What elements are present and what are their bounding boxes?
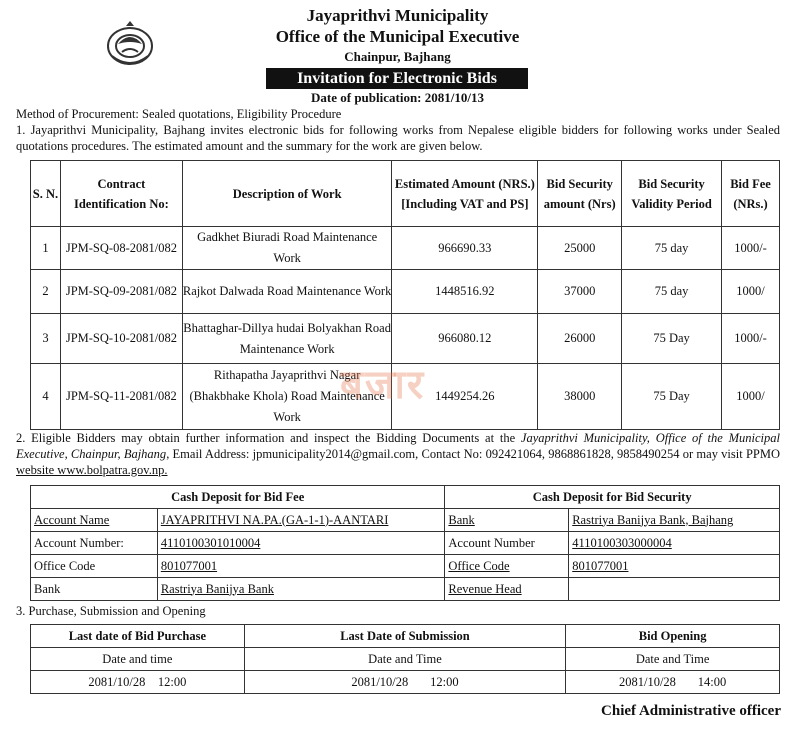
row-description: Bhattaghar-Dillya hudai Bolyakhan Road Maintenance Work [182,314,392,364]
table-row [31,227,780,270]
row-contract: JPM-SQ-08-2081/082 [60,227,182,270]
bid-opening-datetime: 2081/10/28 14:00 [566,671,780,694]
ppmo-website-link[interactable]: website www.bolpatra.gov.np. [16,463,168,477]
row-sn: 2 [31,270,61,314]
deposit-value: 801077001 [569,555,780,578]
publication-date: Date of publication: 2081/10/13 [311,90,484,105]
deposit-header [31,486,780,509]
office-name: Office of the Municipal Executive [275,27,520,46]
row-fee: 1000/ [722,270,780,314]
table-row [31,364,780,430]
submission-heading: Last Date of Submission [244,625,566,648]
bid-purchase-datetime: 2081/10/28 12:00 [31,671,245,694]
bid-security-deposit-title: Cash Deposit for Bid Security [445,486,780,509]
col-contract: Contract Identification No: [60,161,182,227]
deposit-label: Office Code [445,555,569,578]
row-contract: JPM-SQ-11-2081/082 [60,364,182,430]
deposit-value: Rastriya Banijya Bank [157,578,445,601]
table-row [31,314,780,364]
deposit-value: 4110100303000004 [569,532,780,555]
schedule-subheading: Date and Time [566,648,780,671]
procurement-method: Method of Procurement: Sealed quotations, Eligibility Procedure [16,107,342,121]
deposit-label: Account Number: [31,532,158,555]
row-description: Gadkhet Biuradi Road Maintenance Work [182,227,392,270]
table-row [31,648,780,671]
row-security: 37000 [538,270,622,314]
schedule-subheading: Date and time [31,648,245,671]
row-contract: JPM-SQ-10-2081/082 [60,314,182,364]
row-fee: 1000/- [722,314,780,364]
deposit-label: Account Number [445,532,569,555]
info-contact: , Email Address: jpmunicipality2014@gmail.com, Contact No: 092421064, 9868861828, 9858490254 or may visit PPMO [166,447,780,461]
row-description: Rajkot Dalwada Road Maintenance Work [182,270,392,314]
office-location: Chainpur, Bajhang [344,49,451,64]
deposit-label: Office Code [31,555,158,578]
signatory-title: Chief Administrative officer [601,703,781,719]
bid-opening-heading: Bid Opening [566,625,780,648]
col-description: Description of Work [182,161,392,227]
works-table [30,160,780,430]
row-validity: 75 Day [622,364,722,430]
row-amount: 966690.33 [392,227,538,270]
deposit-table [30,485,780,601]
section3-heading: 3. Purchase, Submission and Opening [16,604,206,618]
bid-purchase-heading: Last date of Bid Purchase [31,625,245,648]
row-validity: 75 Day [622,314,722,364]
info-paragraph [16,430,780,478]
row-security: 25000 [538,227,622,270]
works-table-header [31,161,780,227]
schedule-table [30,624,780,694]
bid-fee-deposit-title: Cash Deposit for Bid Fee [31,486,445,509]
row-sn: 4 [31,364,61,430]
col-sn: S. N. [31,161,61,227]
table-row [31,555,780,578]
info-text: 2. Eligible Bidders may obtain further information and inspect the Bidding Documents at the [16,431,521,445]
watermark: बजार [340,362,426,408]
deposit-label: Bank [31,578,158,601]
invitation-paragraph: 1. Jayaprithvi Municipality, Bajhang invites electronic bids for following works from Nepalese eligible bidders for following works under Sealed quotations procedures. The estimated amount and the summary for the work are given below. [16,123,780,153]
submission-datetime: 2081/10/28 12:00 [244,671,566,694]
deposit-value: 801077001 [157,555,445,578]
info-office: Jayaprithvi Municipality, Office of the Municipal Executive, Chainpur, Bajhang [16,431,781,461]
row-security: 26000 [538,314,622,364]
col-validity: Bid Security Validity Period [622,161,722,227]
table-row [31,270,780,314]
deposit-label: Account Name [31,509,158,532]
row-amount: 1448516.92 [392,270,538,314]
row-sn: 3 [31,314,61,364]
notice-title: Invitation for Electronic Bids [266,68,528,89]
deposit-value: Rastriya Banijya Bank, Bajhang [569,509,780,532]
municipality-name: Jayaprithvi Municipality [306,6,489,25]
col-bid-security: Bid Security amount (Nrs) [538,161,622,227]
schedule-header [31,625,780,648]
row-fee: 1000/- [722,227,780,270]
col-estimated-amount: Estimated Amount (NRS.) [Including VAT and PS] [392,161,538,227]
deposit-label: Revenue Head [445,578,569,601]
row-description: Rithapatha Jayaprithvi Nagar (Bhakbhake Khola) Road Maintenance Work [182,364,392,430]
table-row [31,509,780,532]
row-fee: 1000/ [722,364,780,430]
row-contract: JPM-SQ-09-2081/082 [60,270,182,314]
row-validity: 75 day [622,270,722,314]
schedule-subheading: Date and Time [244,648,566,671]
table-row [31,578,780,601]
row-amount: 1449254.26 [392,364,538,430]
col-bid-fee: Bid Fee (NRs.) [722,161,780,227]
row-amount: 966080.12 [392,314,538,364]
deposit-value: JAYAPRITHVI NA.PA.(GA-1-1)-AANTARI [157,509,445,532]
table-row [31,532,780,555]
deposit-value: 4110100301010004 [157,532,445,555]
deposit-value [569,578,780,601]
table-row [31,671,780,694]
row-security: 38000 [538,364,622,430]
row-sn: 1 [31,227,61,270]
deposit-label: Bank [445,509,569,532]
row-validity: 75 day [622,227,722,270]
